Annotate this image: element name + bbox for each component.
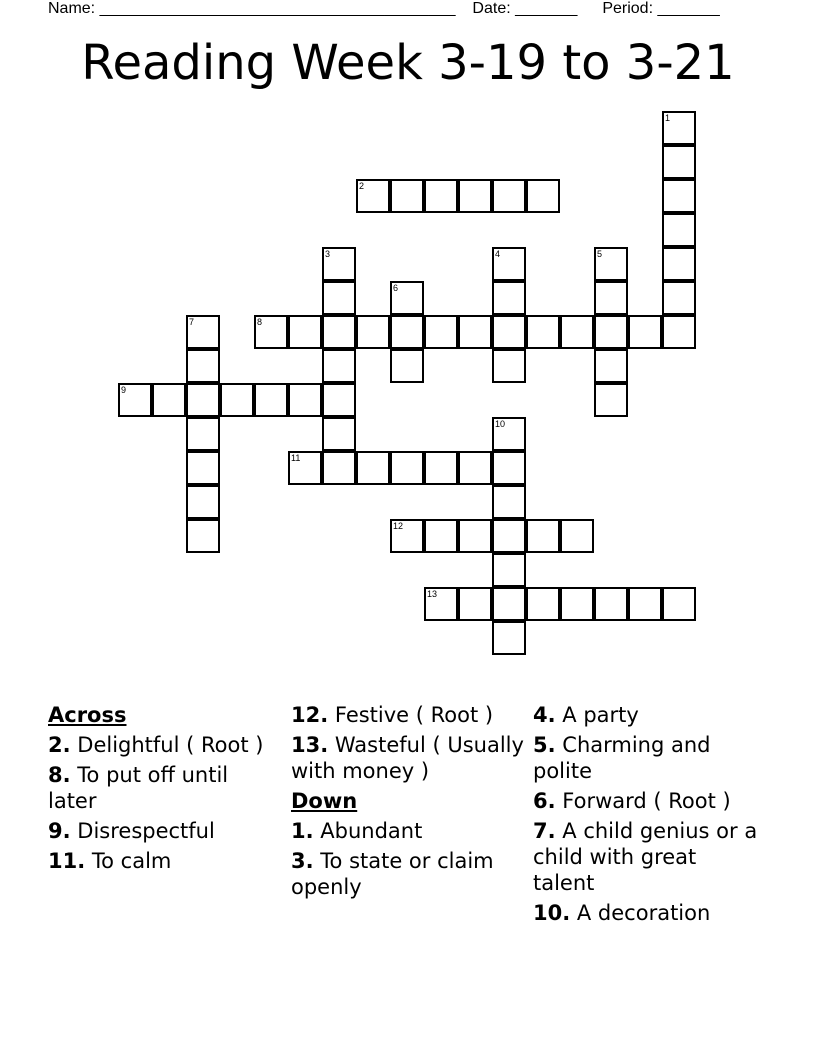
crossword-cell[interactable] (594, 281, 628, 315)
cell-clue-number: 13 (427, 589, 438, 599)
clue-across-12 (291, 702, 527, 728)
crossword-cell[interactable] (662, 179, 696, 213)
cell-clue-number: 9 (121, 385, 127, 395)
crossword-cell[interactable] (560, 315, 594, 349)
crossword-cell[interactable] (492, 451, 526, 485)
page-title: Reading Week 3-19 to 3-21 (81, 35, 735, 91)
crossword-cell[interactable] (390, 349, 424, 383)
clue-text: Abundant (320, 819, 423, 843)
clue-text: Forward ( Root ) (562, 789, 731, 813)
name-blank: ________________________________________ (99, 0, 456, 17)
name-label: Name: (48, 0, 96, 17)
clue-number: 2. (48, 733, 71, 757)
clue-text: A party (562, 703, 639, 727)
crossword-cell[interactable] (186, 417, 220, 451)
across-heading: Across (48, 703, 127, 727)
crossword-cell[interactable] (492, 553, 526, 587)
cell-clue-number: 2 (359, 181, 365, 191)
cell-clue-number: 12 (393, 521, 404, 531)
crossword-cell[interactable] (594, 383, 628, 417)
clue-text: Festive ( Root ) (334, 703, 494, 727)
clue-text: A child genius or a child with great talent (533, 819, 758, 895)
crossword-cell[interactable] (662, 213, 696, 247)
crossword-cell[interactable] (492, 485, 526, 519)
clue-number: 10. (533, 901, 571, 925)
clue-text: A decoration (576, 901, 711, 925)
crossword-cell[interactable] (424, 451, 458, 485)
crossword-cell[interactable] (458, 451, 492, 485)
crossword-cell[interactable] (458, 179, 492, 213)
crossword-cell[interactable] (594, 315, 628, 349)
cell-clue-number: 4 (495, 249, 501, 259)
clue-number: 1. (291, 819, 314, 843)
crossword-cell[interactable] (424, 179, 458, 213)
crossword-cell[interactable] (254, 383, 288, 417)
crossword-cell[interactable] (560, 587, 594, 621)
clue-across-9 (48, 818, 283, 844)
crossword-cell[interactable] (356, 315, 390, 349)
crossword-cell[interactable] (220, 383, 254, 417)
crossword-cell[interactable] (424, 519, 458, 553)
clue-number: 13. (291, 733, 329, 757)
clue-down-10 (533, 900, 763, 926)
crossword-cell[interactable] (662, 587, 696, 621)
clues-column-1 (48, 702, 283, 878)
crossword-cell[interactable] (662, 315, 696, 349)
clue-across-11 (48, 848, 283, 874)
crossword-cell[interactable] (152, 383, 186, 417)
clue-text: To state or claim openly (291, 849, 494, 899)
crossword-cell[interactable] (186, 349, 220, 383)
clue-text: Wasteful ( Usually with money ) (291, 733, 524, 783)
clue-number: 4. (533, 703, 556, 727)
clue-down-7 (533, 818, 763, 896)
clue-text: Delightful ( Root ) (77, 733, 264, 757)
crossword-cell[interactable] (322, 451, 356, 485)
crossword-cell[interactable] (526, 519, 560, 553)
clue-across-8 (48, 762, 283, 814)
clue-down-3 (291, 848, 527, 900)
crossword-cell[interactable] (356, 451, 390, 485)
crossword-cell[interactable] (594, 587, 628, 621)
crossword-cell[interactable] (560, 519, 594, 553)
crossword-cell[interactable] (186, 519, 220, 553)
period-blank: _______ (657, 0, 720, 17)
cell-clue-number: 10 (495, 419, 506, 429)
crossword-cell[interactable] (492, 179, 526, 213)
clue-down-1 (291, 818, 527, 844)
crossword-cell[interactable] (322, 349, 356, 383)
crossword-cell[interactable] (628, 315, 662, 349)
cell-clue-number: 11 (291, 453, 301, 463)
crossword-cell[interactable] (492, 349, 526, 383)
crossword-cell[interactable] (390, 179, 424, 213)
clues-column-3 (533, 702, 763, 930)
date-label: Date: (472, 0, 511, 17)
clue-text: Disrespectful (77, 819, 215, 843)
clue-number: 3. (291, 849, 314, 873)
cell-clue-number: 8 (257, 317, 263, 327)
clue-down-5 (533, 732, 763, 784)
crossword-cell[interactable] (526, 315, 560, 349)
crossword-cell[interactable] (628, 587, 662, 621)
crossword-cell[interactable] (458, 587, 492, 621)
clue-number: 9. (48, 819, 71, 843)
crossword-cell[interactable] (662, 247, 696, 281)
clue-number: 8. (48, 763, 71, 787)
cell-clue-number: 5 (597, 249, 603, 259)
clue-number: 5. (533, 733, 556, 757)
cell-clue-number: 3 (325, 249, 331, 259)
crossword-cell[interactable] (322, 315, 356, 349)
clue-down-4 (533, 702, 763, 728)
crossword-cell[interactable] (186, 383, 220, 417)
crossword-cell[interactable] (458, 519, 492, 553)
clue-text: Charming and polite (533, 733, 711, 783)
crossword-cell[interactable] (390, 451, 424, 485)
clue-number: 7. (533, 819, 556, 843)
cell-clue-number: 1 (665, 113, 671, 123)
clue-number: 12. (291, 703, 329, 727)
clue-down-6 (533, 788, 763, 814)
crossword-cell[interactable] (662, 281, 696, 315)
clue-text: To put off until later (48, 763, 229, 813)
clue-number: 6. (533, 789, 556, 813)
crossword-cell[interactable] (492, 315, 526, 349)
clue-across-13 (291, 732, 527, 784)
crossword-cell[interactable] (492, 621, 526, 655)
cell-clue-number: 7 (189, 317, 195, 327)
crossword-cell[interactable] (526, 179, 560, 213)
crossword-cell[interactable] (390, 315, 424, 349)
clue-number: 11. (48, 849, 86, 873)
crossword-cell[interactable] (492, 281, 526, 315)
crossword-cell[interactable] (424, 315, 458, 349)
crossword-cell[interactable] (492, 587, 526, 621)
crossword-cell[interactable] (662, 145, 696, 179)
crossword-cell[interactable] (322, 383, 356, 417)
crossword-cell[interactable] (594, 349, 628, 383)
crossword-cell[interactable] (322, 417, 356, 451)
crossword-cell[interactable] (492, 519, 526, 553)
clue-across-2 (48, 732, 283, 758)
crossword-cell[interactable] (186, 451, 220, 485)
period-label: Period: (602, 0, 654, 17)
cell-clue-number: 6 (393, 283, 399, 293)
clue-text: To calm (91, 849, 172, 873)
down-heading: Down (291, 789, 358, 813)
crossword-cell[interactable] (458, 315, 492, 349)
crossword-cell[interactable] (526, 587, 560, 621)
date-blank: _______ (515, 0, 578, 17)
crossword-cell[interactable] (288, 383, 322, 417)
clues-column-2 (291, 702, 527, 904)
crossword-cell[interactable] (186, 485, 220, 519)
crossword-cell[interactable] (288, 315, 322, 349)
crossword-cell[interactable] (322, 281, 356, 315)
